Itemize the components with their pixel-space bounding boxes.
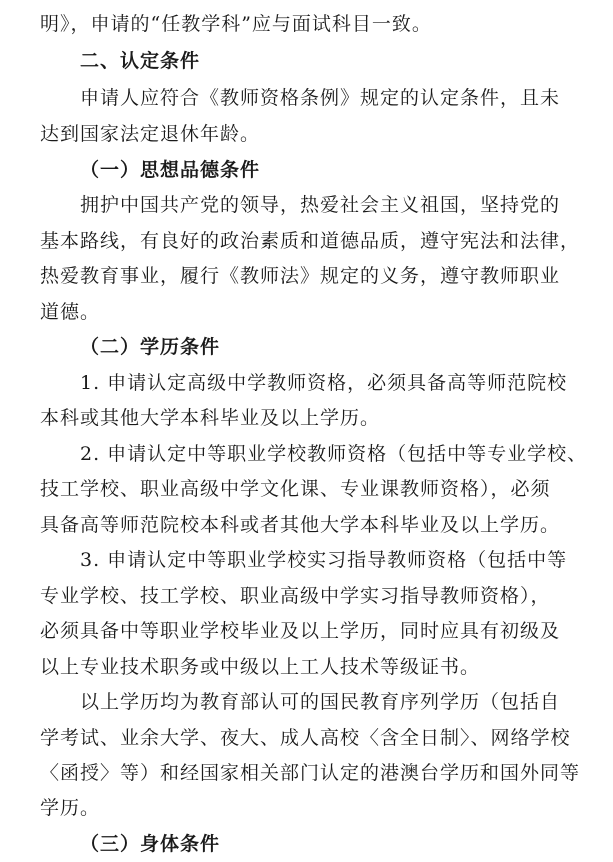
paragraph-line: 热爱教育事业，履行《教师法》规定的义务，遵守教师职业	[40, 265, 561, 287]
paragraph-line: 3. 申请认定中等职业学校实习指导教师资格（包括中等	[80, 549, 568, 571]
paragraph-line: 〈函授〉等）和经国家相关部门认定的港澳台学历和国外同等	[40, 762, 581, 784]
paragraph-line: 必须具备中等职业学校毕业及以上学历，同时应具有初级及	[40, 620, 561, 642]
paragraph-line: 2. 申请认定中等职业学校教师资格（包括中等专业学校、	[80, 443, 588, 465]
paragraph-line: 明》，申请的“任教学科”应与面试科目一致。	[40, 13, 432, 35]
paragraph-line: 拥护中国共产党的领导，热爱社会主义祖国，坚持党的	[80, 194, 561, 216]
paragraph-line: 达到国家法定退休年龄。	[40, 123, 261, 145]
paragraph-line: 1. 申请认定高级中学教师资格，必须具备高等师范院校	[80, 372, 568, 394]
paragraph-line: 专业学校、技工学校、职业高级中学实习指导教师资格），	[40, 585, 551, 607]
paragraph-line: 基本路线，有良好的政治素质和道德品质，遵守宪法和法律，	[40, 230, 581, 252]
paragraph-line: 申请人应符合《教师资格条例》规定的认定条件，且未	[80, 87, 561, 109]
paragraph-line: 学考试、业余大学、夜大、成人高校〈含全日制〉、网络学校	[40, 727, 571, 749]
paragraph-line: 以上学历均为教育部认可的国民教育序列学历（包括自	[80, 691, 561, 713]
paragraph-line: 技工学校、职业高级中学文化课、专业课教师资格），必须	[40, 478, 551, 500]
paragraph-line: 本科或其他大学本科毕业及以上学历。	[40, 407, 381, 429]
paragraph-line: 以上专业技术职务或中级以上工人技术等级证书。	[40, 656, 481, 678]
section-heading: 二、认定条件	[80, 50, 201, 72]
paragraph-line: 道德。	[40, 301, 101, 323]
subsection-heading: （二）学历条件	[80, 336, 221, 358]
paragraph-line: 学历。	[40, 797, 101, 819]
subsection-heading: （三）身体条件	[80, 833, 221, 855]
paragraph-line: 具备高等师范院校本科或者其他大学本科毕业及以上学历。	[40, 514, 561, 536]
subsection-heading: （一）思想品德条件	[80, 159, 261, 181]
